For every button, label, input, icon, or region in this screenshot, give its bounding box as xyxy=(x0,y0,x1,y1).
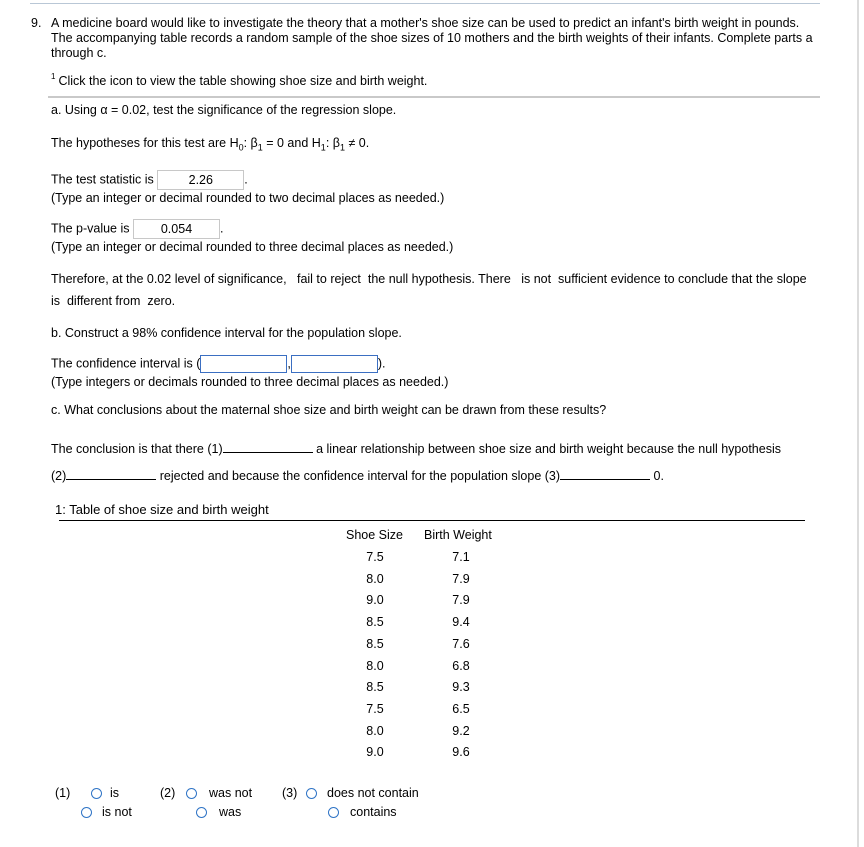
scrollbar-edge[interactable] xyxy=(857,0,859,847)
top-border xyxy=(30,3,820,4)
test-statistic-line: The test statistic is 2.26 . xyxy=(51,170,248,190)
cell-shoe-size: 8.0 xyxy=(366,572,384,586)
hyp-text: ≠ 0. xyxy=(344,136,370,150)
cell-shoe-size: 8.5 xyxy=(366,637,384,651)
cell-birth-weight: 7.9 xyxy=(452,572,470,586)
ci-hint: (Type integers or decimals rounded to three decimal places as needed.) xyxy=(51,375,449,389)
cell-birth-weight: 9.6 xyxy=(452,745,470,759)
radio-3-does-not-contain[interactable] xyxy=(306,788,317,799)
conclusion-choice-reject[interactable]: fail to reject xyxy=(296,272,361,286)
cell-birth-weight: 9.2 xyxy=(452,724,470,738)
radio-3-contains[interactable] xyxy=(328,807,339,818)
table-title: 1: Table of shoe size and birth weight xyxy=(55,502,269,517)
part-a-heading: a. Using α = 0.02, test the significance of the regression slope. xyxy=(51,103,397,117)
question-number: 9. xyxy=(31,16,42,30)
radio-2-was-not[interactable] xyxy=(186,788,197,799)
conclusion-line-1 xyxy=(51,272,807,286)
cell-shoe-size: 8.0 xyxy=(366,659,384,673)
hyp-beta-sub: 1 xyxy=(339,142,345,153)
cell-shoe-size: 7.5 xyxy=(366,550,384,564)
part-c-text: The conclusion is that there (1) xyxy=(51,442,223,456)
cell-birth-weight: 7.1 xyxy=(452,550,470,564)
table-note[interactable] xyxy=(51,74,427,88)
pvalue-label: The p-value is xyxy=(51,221,130,236)
part-b-heading: b. Construct a 98% confidence interval for the population slope. xyxy=(51,326,402,340)
pvalue-answer[interactable]: 0.054 xyxy=(133,219,220,239)
part-c-text: rejected and because the confidence interval for the population slope (3) xyxy=(159,469,561,483)
cell-shoe-size: 8.5 xyxy=(366,680,384,694)
hyp-beta-sub: 1 xyxy=(257,142,263,153)
cell-birth-weight: 9.4 xyxy=(452,615,470,629)
option-group-2-label: (2) xyxy=(160,786,176,800)
cell-shoe-size: 9.0 xyxy=(366,593,384,607)
cell-birth-weight: 6.5 xyxy=(452,702,470,716)
part-c-text: a linear relationship between shoe size and birth weight because the null hypothesis xyxy=(316,442,781,456)
hyp-h0-sub: 0 xyxy=(238,142,244,153)
radio-1-is[interactable] xyxy=(91,788,102,799)
header-birth-weight: Birth Weight xyxy=(424,528,492,542)
radio-2-was[interactable] xyxy=(196,807,207,818)
cell-birth-weight: 7.6 xyxy=(452,637,470,651)
part-c-text: (2) xyxy=(51,469,67,483)
section-separator xyxy=(48,96,820,98)
option-group-1-label: (1) xyxy=(55,786,71,800)
conclusion-text: zero. xyxy=(147,294,176,308)
conclusion-c-line-1 xyxy=(51,442,781,456)
conclusion-text: sufficient evidence to conclude that the slope xyxy=(558,272,807,286)
cell-shoe-size: 8.5 xyxy=(366,615,384,629)
hyp-text: The hypotheses for this test are H xyxy=(51,136,239,150)
option-2-was-not[interactable]: was not xyxy=(209,786,253,800)
cell-shoe-size: 8.0 xyxy=(366,724,384,738)
cell-birth-weight: 9.3 xyxy=(452,680,470,694)
option-1-is[interactable]: is xyxy=(110,786,120,800)
header-shoe-size: Shoe Size xyxy=(346,528,403,542)
conclusion-text: the null hypothesis. There xyxy=(367,272,511,286)
note-marker: 1 xyxy=(51,72,56,81)
question-text: A medicine board would like to investigate the theory that a mother's shoe size can be used to predict an infant's birth weight in pounds. The accompanying table records a random sample of the shoe sizes of 10 mothers and the birth weights of their infants. Complete parts a through c. xyxy=(51,16,813,60)
test-statistic-answer[interactable]: 2.26 xyxy=(157,170,244,190)
hyp-text: : β xyxy=(243,136,258,150)
conclusion-choice-is[interactable]: is xyxy=(51,294,61,308)
cell-shoe-size: 7.5 xyxy=(366,702,384,716)
conclusion-c-line-2 xyxy=(51,469,664,483)
test-statistic-label: The test statistic is xyxy=(51,172,154,187)
part-c-text: 0. xyxy=(653,469,664,483)
hyp-text: : β xyxy=(325,136,340,150)
conclusion-text: Therefore, at the 0.02 level of significance, xyxy=(51,272,287,286)
note-text: Click the icon to view the table showing shoe size and birth weight. xyxy=(58,74,428,88)
option-group-3-label: (3) xyxy=(282,786,298,800)
ci-line xyxy=(51,355,386,373)
pvalue-line: The p-value is 0.054 . xyxy=(51,219,223,239)
ci-label: The confidence interval is ( xyxy=(51,356,201,371)
blank-1[interactable] xyxy=(223,442,313,453)
conclusion-line-2 xyxy=(51,294,175,308)
pvalue-hint: (Type an integer or decimal rounded to three decimal places as needed.) xyxy=(51,240,454,254)
cell-birth-weight: 6.8 xyxy=(452,659,470,673)
ci-upper-input[interactable] xyxy=(291,355,378,373)
blank-3[interactable] xyxy=(560,469,650,480)
ci-lower-input[interactable] xyxy=(200,355,287,373)
ci-comma: , xyxy=(287,356,291,371)
option-2-was[interactable]: was xyxy=(219,805,242,819)
hyp-h1-sub: 1 xyxy=(320,142,326,153)
option-3-contains[interactable]: contains xyxy=(350,805,397,819)
hyp-text: = 0 and H xyxy=(262,136,321,150)
hypotheses-line xyxy=(51,136,369,153)
cell-birth-weight: 7.9 xyxy=(452,593,470,607)
blank-2[interactable] xyxy=(66,469,156,480)
conclusion-choice-direction[interactable]: different from xyxy=(66,294,141,308)
option-3-does-not-contain[interactable]: does not contain xyxy=(327,786,419,800)
test-statistic-hint: (Type an integer or decimal rounded to two decimal places as needed.) xyxy=(51,191,445,205)
cell-shoe-size: 9.0 xyxy=(366,745,384,759)
conclusion-choice-sufficient[interactable]: is not xyxy=(521,272,552,286)
radio-1-is-not[interactable] xyxy=(81,807,92,818)
ci-close: ). xyxy=(377,356,386,371)
part-c-heading: c. What conclusions about the maternal shoe size and birth weight can be drawn from these results? xyxy=(51,403,607,417)
option-1-is-not[interactable]: is not xyxy=(102,805,132,819)
table-rule xyxy=(59,520,805,521)
